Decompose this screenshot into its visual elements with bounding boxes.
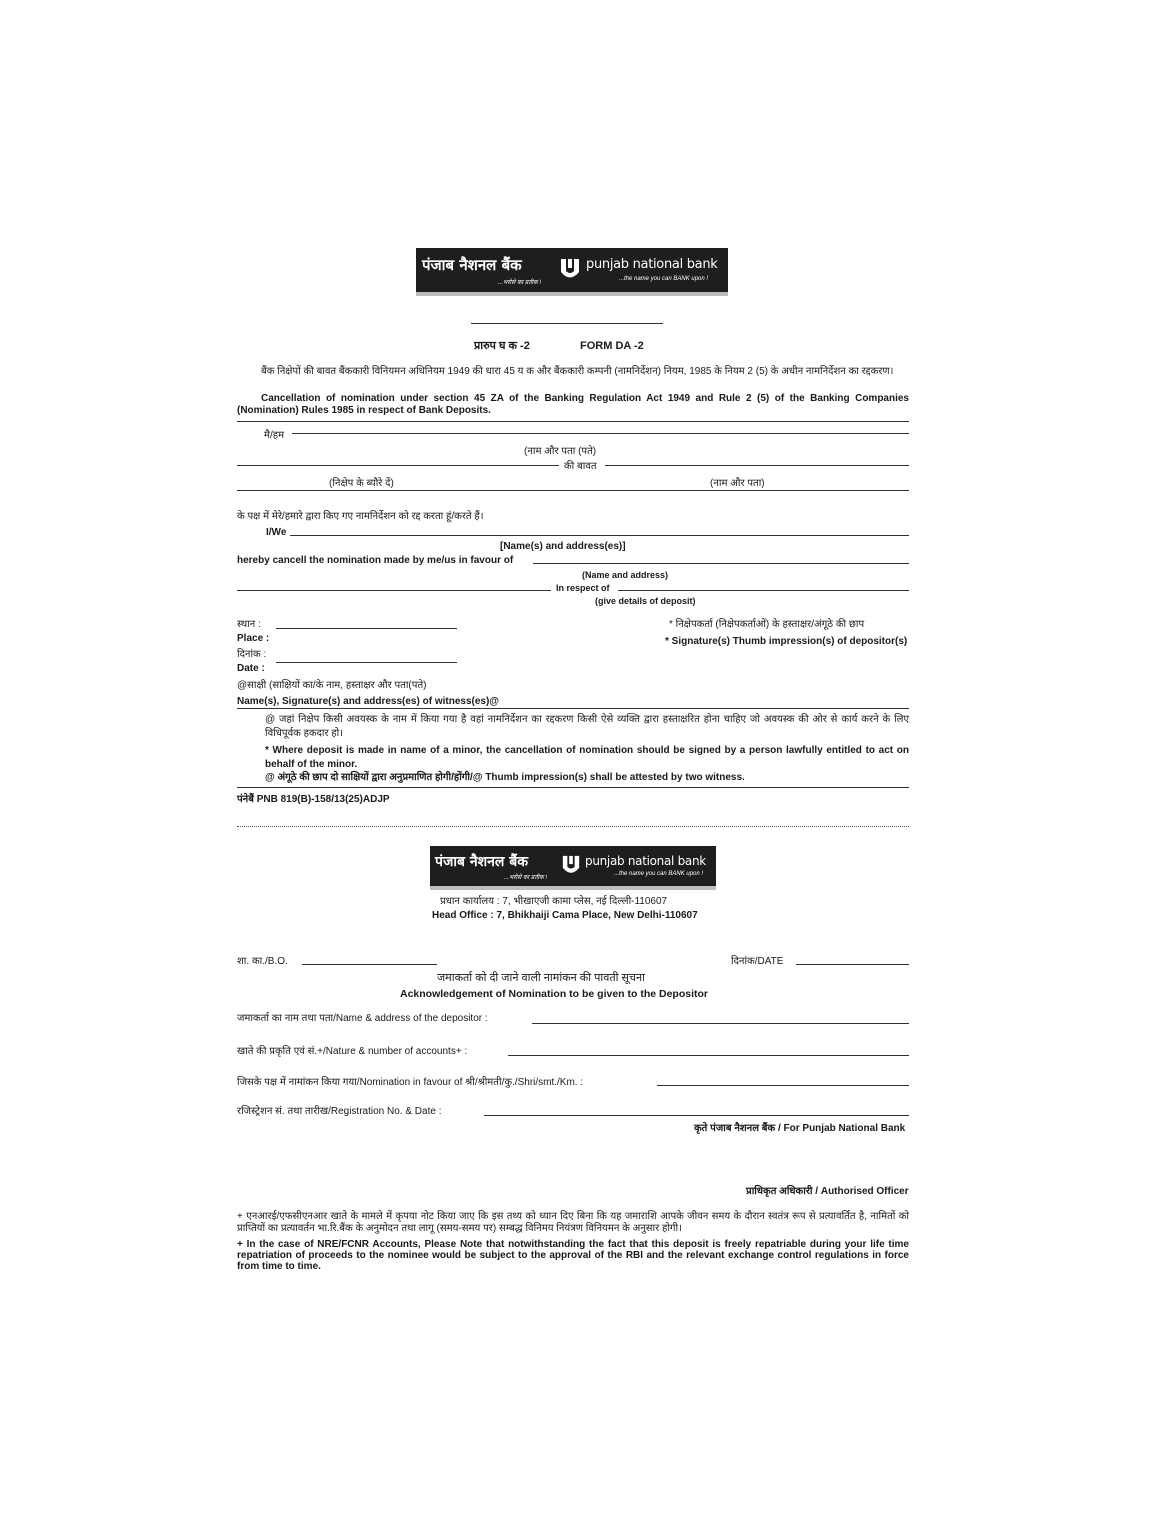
i-we-english-label: I/We xyxy=(266,527,287,538)
deposit-english-field-left[interactable] xyxy=(237,590,551,591)
nomination-label: जिसके पक्ष में नामांकन किया गया/Nomination in favour of श्री/श्रीमती/कु./Shri/smt./Km. : xyxy=(237,1077,584,1088)
date-english-label: Date : xyxy=(237,663,265,674)
head-office-hindi: प्रधान कार्यालय : 7, भीखाएजी कामा प्लेस, नई दिल्ली-110607 xyxy=(440,896,668,907)
bo-label: शा. का./B.O. xyxy=(237,956,288,967)
signature-english-label: * Signature(s) Thumb impression(s) of depositor(s) xyxy=(665,636,908,647)
place-hindi-label: स्थान : xyxy=(237,619,261,630)
for-bank-label: कृते पंजाब नैशनल बैंक / For Punjab National Bank xyxy=(694,1123,906,1134)
regarding-hindi-label: की बावत xyxy=(564,461,597,472)
intro-hindi: बैंक निक्षेपों की बावत बैंककारी विनियमन अधिनियम 1949 की धारा 45 य क और बैंककारी कम्पनी (नामनिर्देशन) नियम, 1985 के नियम 2 (5) के अधीन नामनिर्देशन का रद्दकरण। xyxy=(261,366,894,377)
brand-hindi-name-ack: पंजाब नैशनल बैंक xyxy=(435,854,529,870)
footnote-english: + In the case of NRE/FCNR Accounts, Please Note that notwithstanding the fact that this deposit is freely repatriable during your life time repatriation of proceeds to the nominee would be subject to the approval of the RBI and the relevant exchange control regulations in force from time to time. xyxy=(237,1239,909,1272)
note-minor-english: * Where deposit is made in name of a minor, the cancellation of nomination should be signed by a person lawfully entitled to act on behalf of the minor. xyxy=(265,745,909,770)
form-title-english: FORM DA -2 xyxy=(580,340,644,352)
note-minor-hindi: @ जहां निक्षेप किसी अवयस्क के नाम में किया गया है वहां नामनिर्देशन का रद्दकरण किसी ऐसे व्यक्ति द्वारा हस्ताक्षरित होना चाहिए जो अवयस्क की ओर से कार्य करने के लिए विधिपूर्वक हकदार हो। xyxy=(265,714,909,739)
witness-field[interactable] xyxy=(237,708,909,709)
name-address-hindi-caption: (नाम और पता (पते) xyxy=(524,446,597,457)
bo-field[interactable] xyxy=(302,964,437,965)
i-we-hindi-label: मै/हम xyxy=(264,430,285,441)
pnb-monogram-icon xyxy=(559,257,581,281)
deposit-hindi-field[interactable] xyxy=(237,465,559,466)
depositor-label: जमाकर्ता का नाम तथा पता/Name & address of the depositor : xyxy=(237,1013,488,1024)
date-field[interactable] xyxy=(276,662,457,663)
registration-field[interactable] xyxy=(484,1115,909,1116)
brand-english-name-ack: punjab national bank xyxy=(585,854,706,868)
nominee-hindi-field[interactable] xyxy=(605,465,909,466)
tear-line xyxy=(237,826,909,827)
accounts-label: खाते की प्रकृति एवं सं.+/Nature & number of accounts+ : xyxy=(237,1046,468,1057)
nomination-field[interactable] xyxy=(657,1085,909,1086)
brand-hindi-tagline: ...भरोसे का प्रतीक ! xyxy=(498,280,542,286)
footnote-hindi: + एनआरई/एफसीएनआर खाते के मामले में कृपया नोट किया जाए कि इस तथ्य को ध्यान दिए बिना कि यह जमाराशि आपके जीवन समय के दौरान स्वतंत्र रूप से प्रत्यावर्तित है, नामितों को प्राप्तियों का प्रत्यावर्तन भा.रि.बैंक के अनुमोदन तथा लागू (समय-समय पर) सम्बद्ध विनिमय नियंत्रण विनियमन के अनुसार होगी। xyxy=(237,1211,909,1234)
place-field[interactable] xyxy=(276,628,457,629)
place-english-label: Place : xyxy=(237,633,270,644)
brand-english-tagline-ack: ...the name you can BANK upon ! xyxy=(614,871,704,877)
head-office-english: Head Office : 7, Bhikhaiji Cama Place, New Delhi-110607 xyxy=(432,910,698,921)
deposit-english-field-right[interactable] xyxy=(618,590,909,591)
ack-title-english: Acknowledgement of Nomination to be given to the Depositor xyxy=(400,988,709,1000)
date-hindi-label: दिनांक : xyxy=(237,649,267,660)
depositor-field[interactable] xyxy=(532,1023,909,1024)
form-code: पंनेबैं PNB 819(B)-158/13(25)ADJP xyxy=(237,794,390,805)
name-and-address-hindi-caption: (नाम और पता) xyxy=(710,478,765,489)
bank-logo-banner-top xyxy=(416,248,728,292)
name-and-address-english-caption: (Name and address) xyxy=(582,570,669,580)
hereby-cancel-english: hereby cancell the nomination made by me/us in favour of xyxy=(237,555,514,566)
nominee-english-field[interactable] xyxy=(533,563,909,564)
accounts-field[interactable] xyxy=(508,1055,909,1056)
brand-english-tagline: ...the name you can BANK upon ! xyxy=(619,276,709,282)
in-respect-of-label: In respect of xyxy=(556,583,610,593)
registration-label: रजिस्ट्रेशन सं. तथा तारीख/Registration No. & Date : xyxy=(237,1106,442,1117)
note-thumb-impression: @ अंगूठे की छाप दो साक्षियों द्वारा अनुप्रमाणित होगी/होंगी/@ Thumb impression(s) shall be attested by two witness. xyxy=(265,772,745,783)
cancel-statement-hindi: के पक्ष में मेरे/हमारे द्वारा किए गए नामनिर्देशन को रद्द करता हूं/करते हैं। xyxy=(237,511,484,522)
i-we-english-field[interactable] xyxy=(290,535,909,536)
brand-english-name: punjab national bank xyxy=(586,257,718,272)
signature-hindi-label: * निक्षेपकर्ता (निक्षेपकर्ताओं) के हस्ताक्षर/अंगूठे की छाप xyxy=(669,619,865,630)
names-addresses-english-caption: [Name(s) and address(es)] xyxy=(500,541,626,552)
ack-date-field[interactable] xyxy=(796,964,909,965)
pnb-monogram-icon-ack xyxy=(561,854,581,876)
witness-hindi-label: @साक्षी (साक्षियों का/के नाम, हस्ताक्षर और पता(पते) xyxy=(237,680,427,691)
i-we-hindi-field[interactable] xyxy=(292,433,909,434)
form-title-hindi: प्रारुप घ क -2 xyxy=(474,340,530,352)
brand-hindi-name: पंजाब नैशनल बैंक xyxy=(422,256,522,274)
deposit-details-hindi-caption: (निक्षेप के ब्यौरे दें) xyxy=(329,478,394,489)
bank-logo-banner-ack xyxy=(430,846,716,886)
ack-date-label: दिनांक/DATE xyxy=(731,956,784,967)
intro-english: Cancellation of nomination under section 45 ZA of the Banking Regulation Act 1949 and Rule 2 (5) of the Banking Companies (Nomination) Rules 1985 in respect of Bank Deposits. xyxy=(237,393,909,416)
ack-title-hindi: जमाकर्ता को दी जाने वाली नामांकन की पावती सूचना xyxy=(437,972,645,984)
authorised-officer-label: प्राधिकृत अधिकारी / Authorised Officer xyxy=(746,1186,909,1197)
give-details-caption: (give details of deposit) xyxy=(595,596,696,606)
witness-english-label: Name(s), Signature(s) and address(es) of witness(es)@ xyxy=(237,696,500,707)
brand-hindi-tagline-ack: ...भरोसे का प्रतीक ! xyxy=(504,875,548,881)
